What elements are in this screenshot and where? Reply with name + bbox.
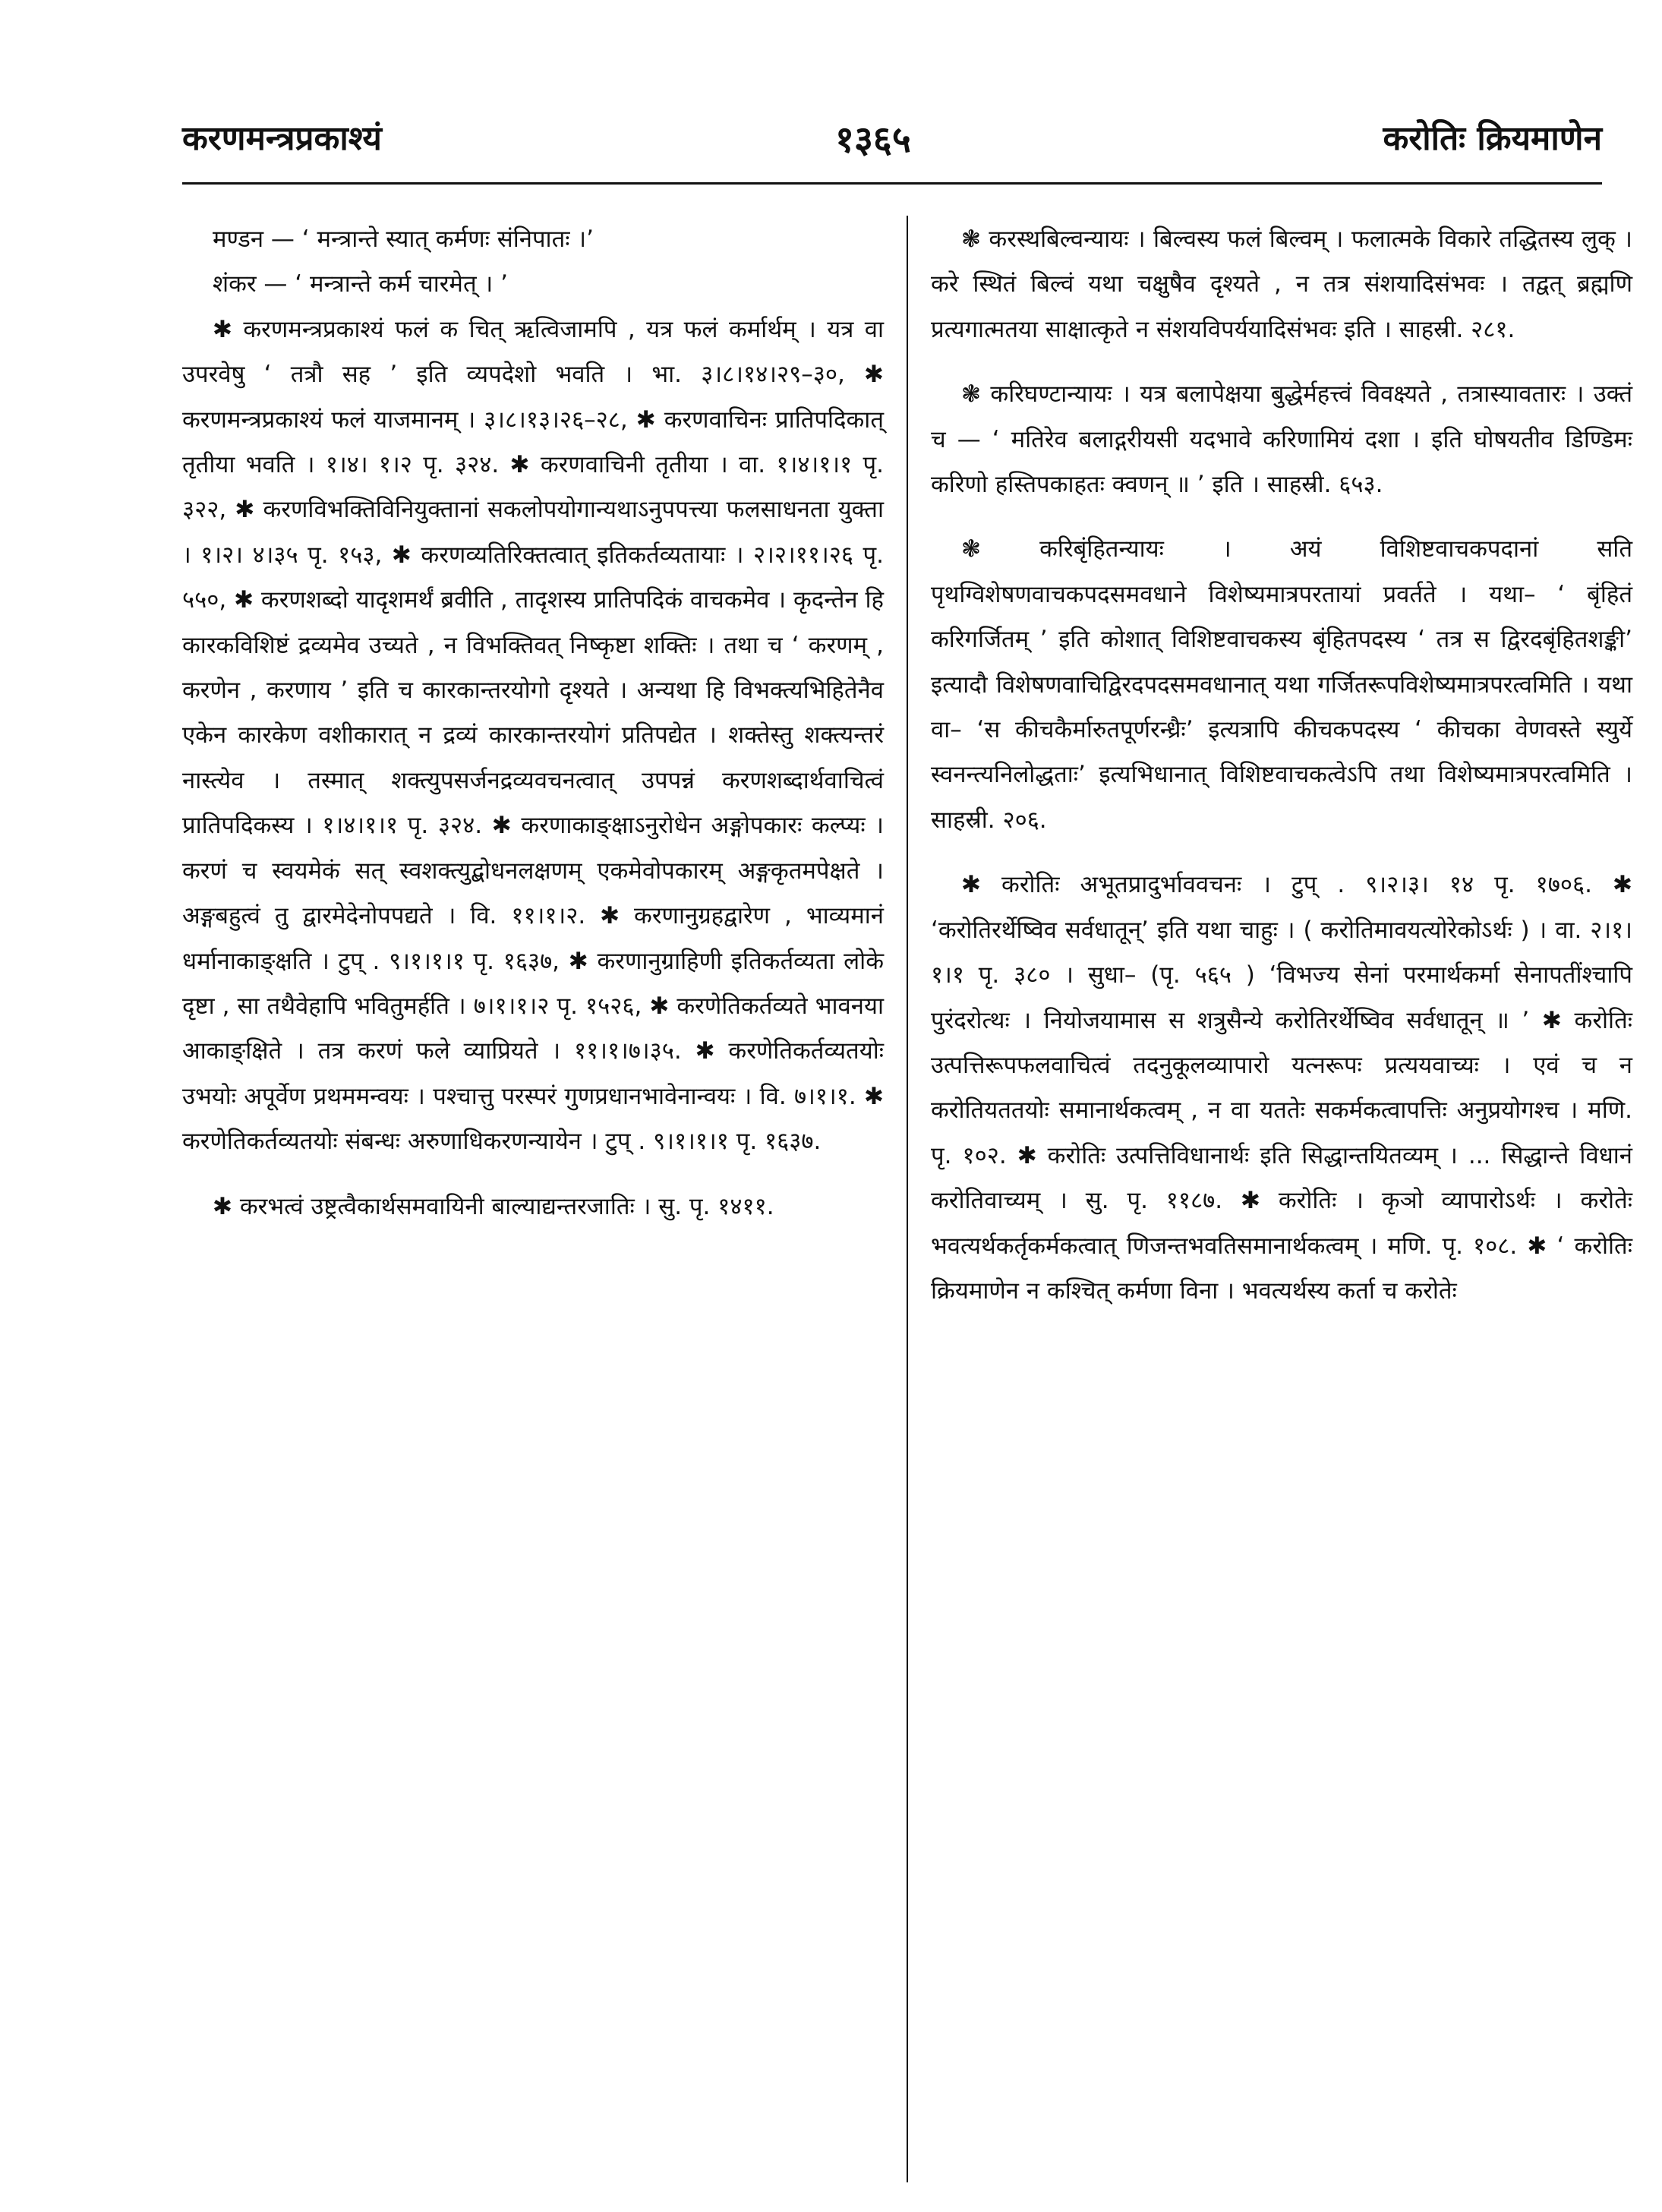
header-right-keyword: करोतिः क्रियमाणेन: [1383, 119, 1602, 158]
entry-karighantanyaya: ❃ करिघण्टान्यायः । यत्र बलापेक्षया बुद्धेर्महत्त्वं विवक्ष्यते , तत्रास्यावतारः । उक्तं च — ‘ मतिरेव बलाद्गरीयसी यदभावे करिणामियं दशा । इति घोषयतीव डिण्डिमः करिणो हस्तिपकाहतः क्वणन् ॥ ’ इति । साहस्री. ६५३.: [931, 380, 1632, 499]
quote-shankara: शंकर — ‘ मन्त्रान्ते कर्म चारमेत् । ’: [213, 270, 508, 298]
entry-karanamantraprakashyam: ✱ करणमन्त्रप्रकाश्यं फलं क चित् ऋत्विजामपि , यत्र फलं कर्मार्थम् । यत्र वा उपरवेषु ‘ तत्रौ सह ’ इति व्यपदेशो भवति । भा. ३।८।१४।२९–३०, ✱ करणमन्त्रप्रकाश्यं फलं याजमानम् । ३।८।१३।२६–२८, ✱ करणवाचिनः प्रातिपदिकात् तृतीया भवति । १।४। १।२ पृ. ३२४. ✱ करणवाचिनी तृतीया । वा. १।४।१।१ पृ. ३२२, ✱ करणविभक्तिविनियुक्तानां सकलोपयोगान्यथाऽनुपपत्त्या फलसाधनता युक्ता । १।२। ४।३५ पृ. १५३, ✱ करणव्यतिरिक्तत्वात् इतिकर्तव्यतायाः । २।२।११।२६ पृ. ५५०, ✱ करणशब्दो यादृशमर्थं ब्रवीति , तादृशस्य प्रातिपदिकं वाचकमेव । कृदन्तेन हि कारकविशिष्टं द्रव्यमेव उच्यते , न विभक्तिवत् निष्कृष्टा शक्तिः । तथा च ‘ करणम् , करणेन , करणाय ’ इति च कारकान्तरयोगो दृश्यते । अन्यथा हि विभक्त्यभिहितेनैव एकेन कारकेण वशीकारात् न द्रव्यं कारकान्तरयोगं प्रतिपद्येत । शक्तेस्तु शक्त्यन्तरं नास्त्येव । तस्मात् शक्त्युपसर्जनद्रव्यवचनत्वात् उपपन्नं करणशब्दार्थवाचित्वं प्रातिपदिकस्य । १।४।१।१ पृ. ३२४. ✱ करणाकाङ्क्षाऽनुरोधेन अङ्गोपकारः कल्प्यः । करणं च स्वयमेकं सत् स्वशक्त्युद्बोधनलक्षणम् एकमेवोपकारम् अङ्गकृतमपेक्षते । अङ्गबहुत्वं तु द्वारमेदेनोपपद्यते । वि. ११।१।२. ✱ करणानुग्रहद्वारेण , भाव्यमानं धर्मानाकाङ्क्षति । टुप् . ९।१।१।१ पृ. १६३७, ✱ करणानुग्राहिणी इतिकर्तव्यता लोके दृष्टा , सा तथैवेहापि भवितुमर्हति । ७।१।१।२ पृ. १५२६, ✱ करणेतिकर्तव्यते भावनया आकाङ्क्षिते । तत्र करणं फले व्याप्रियते । ११।१।७।३५. ✱ करणेतिकर्तव्यतयोः उभयोः अपूर्वेण प्रथममन्वयः । पश्चात्तु परस्परं गुणप्रधानभावेनान्वयः । वि. ७।१।१. ✱ करणेतिकर्तव्यतयोः संबन्धः अरुणाधिकरणन्यायेन । टुप् . ९।१।१।१ पृ. १६३७.: [182, 315, 884, 1156]
entry-karasthabilvanyaya: ❃ करस्थबिल्वन्यायः । बिल्वस्य फलं बिल्वम् । फलात्मके विकारे तद्धितस्य लुक् । करे स्थितं बिल्वं यथा चक्षुषैव दृश्यते , न तत्र संशयादिसंभवः । तद्वत् ब्रह्मणि प्रत्यगात्मतया साक्षात्कृते न संशयविपर्ययादिसंभवः इति । साहस्री. २८१.: [931, 226, 1632, 343]
page-header: [182, 114, 1602, 175]
quote-mandana: मण्डन — ‘ मन्त्रान्ते स्यात् कर्मणः संनिपातः ।’: [213, 226, 594, 253]
entry-karibrimhitanyaya: ❃ करिबृंहितन्यायः । अयं विशिष्टवाचकपदानां सति पृथग्विशेषणवाचकपदसमवधाने विशेष्यमात्रपरतायां प्रवर्तते । यथा– ‘ बृंहितं करिगर्जितम् ’ इति कोशात् विशिष्टवाचकस्य बृंहितपदस्य ‘ तत्र स द्विरदबृंहितशङ्की’ इत्यादौ विशेषणवाचिद्विरदपदसमवधानात् यथा गर्जितरूपविशेष्यमात्रपरत्वमिति । यथा वा– ‘स कीचकैर्मारुतपूर्णरन्ध्रैः’ इत्यत्रापि कीचकपदस्य ‘ कीचका वेणवस्ते स्युर्ये स्वनन्त्यनिलोद्धताः’ इत्यभिधानात् विशिष्टवाचकत्वेऽपि तथा विशेष्यमात्रपरत्वमिति । साहस्री. २०६.: [931, 535, 1632, 834]
left-column: [182, 217, 884, 1229]
entry-karabhatvam: ✱ करभत्वं उष्ट्रत्वैकार्थसमवायिनी बाल्याद्यन्तरजातिः । सु. पृ. १४११.: [213, 1192, 774, 1220]
column-divider: [907, 216, 908, 2182]
entry-karotih: ✱ करोतिः अभूतप्रादुर्भाववचनः । टुप् . ९।२।३। १४ पृ. १७०६. ✱ ‘करोतिरर्थेष्विव सर्वधातून्’ इति यथा चाहुः । ( करोतिमावयत्योरेकोऽर्थः ) । वा. २।१। १।१ पृ. ३८० । सुधा– (पृ. ५६५ ) ‘विभज्य सेनां परमार्थकर्मा सेनापतींश्चापि पुरंदरोत्थः । नियोजयामास स शत्रुसैन्ये करोतिरर्थेष्विव सर्वधातून् ॥ ’ ✱ करोतिः उत्पत्तिरूपफलवाचित्वं तदनुकूलव्यापारो यत्नरूपः प्रत्ययवाच्यः । एवं च न करोतियततयोः समानार्थकत्वम् , न वा यततेः सकर्मकत्वापत्तिः अनुप्रयोगश्च । मणि. पृ. १०२. ✱ करोतिः उत्पत्तिविधानार्थः इति सिद्धान्तयितव्यम् । ... सिद्धान्ते विधानं करोतिवाच्यम् । सु. पृ. ११८७. ✱ करोतिः । कृञो व्यापारोऽर्थः । करोतेः भवत्यर्थकर्तृकर्मकत्वात् णिजन्तभवतिसमानार्थकत्वम् । मणि. पृ. १०८. ✱ ‘ करोतिः क्रियमाणेन न कश्चित् कर्मणा विना । भवत्यर्थस्य कर्ता च करोतेः: [931, 871, 1632, 1305]
header-rule: [182, 182, 1602, 185]
page-number: १३६५: [835, 118, 911, 161]
right-column: [931, 217, 1632, 1314]
header-left-keyword: करणमन्त्रप्रकाश्यं: [182, 119, 382, 158]
